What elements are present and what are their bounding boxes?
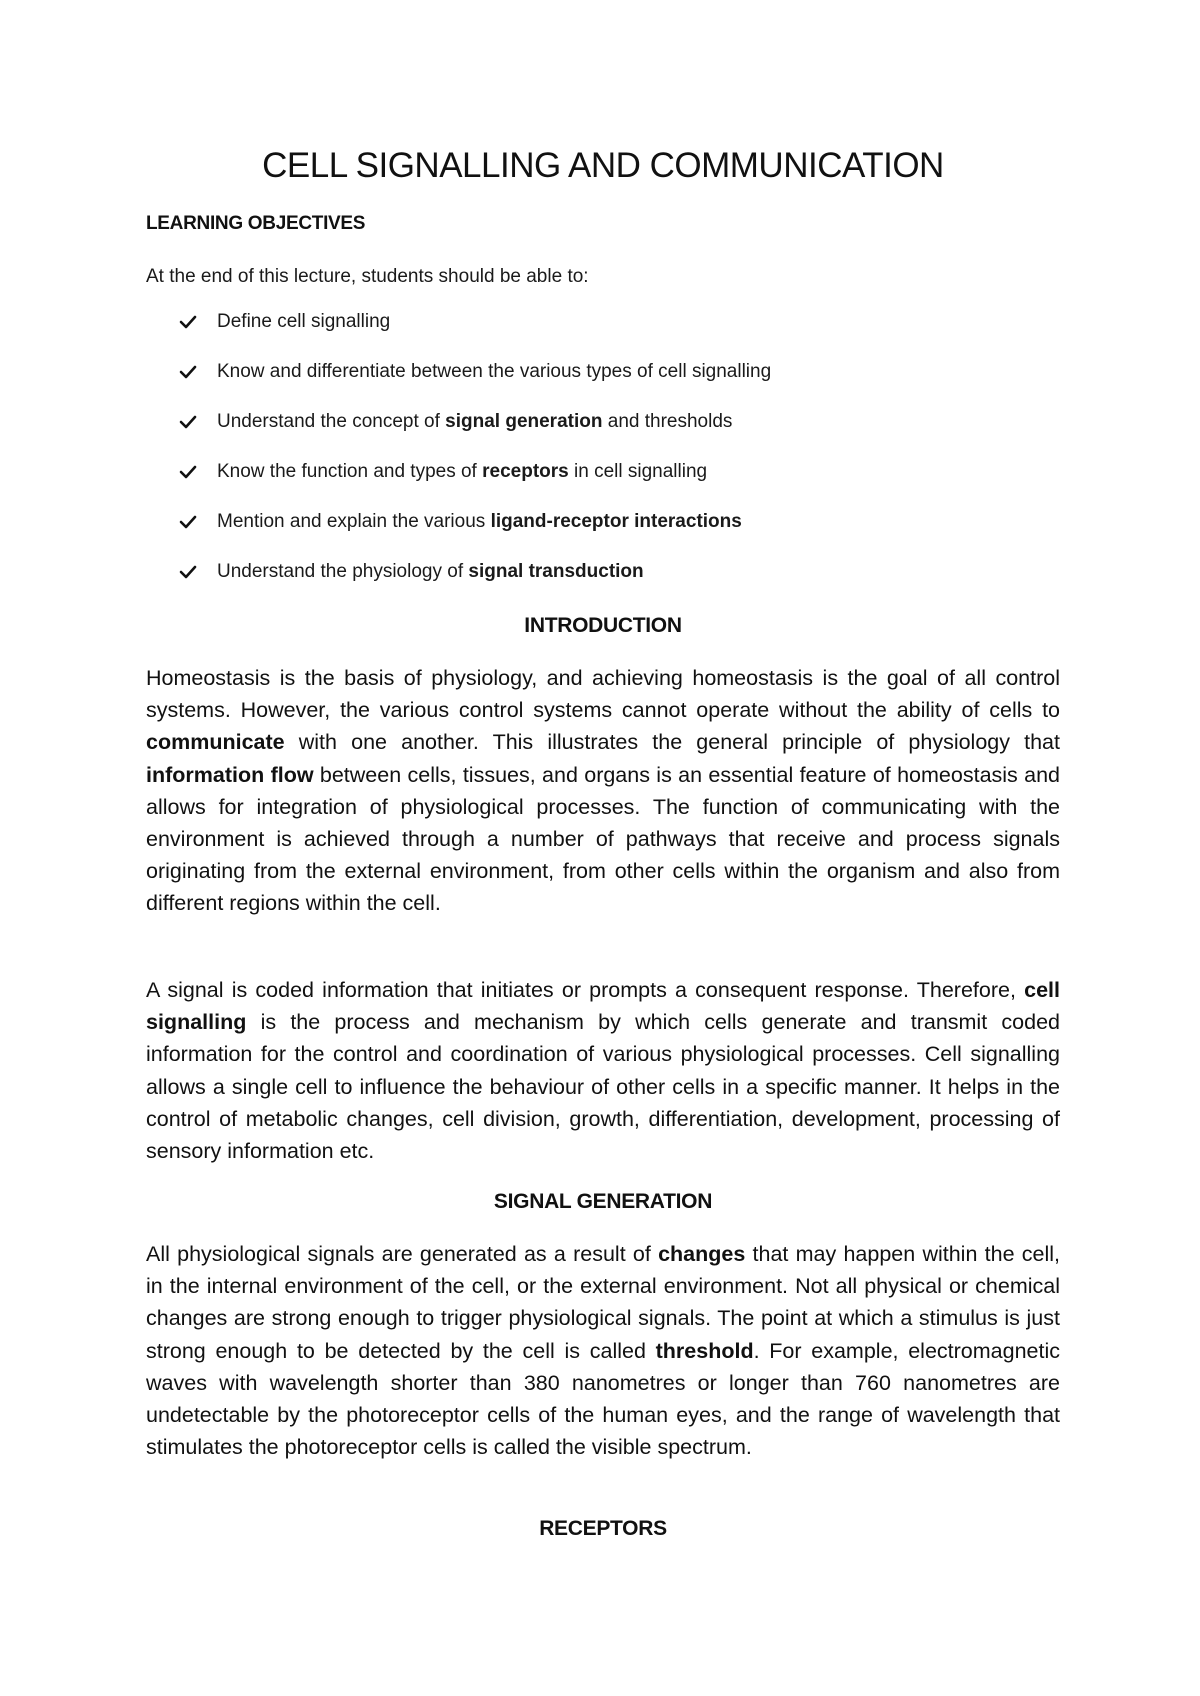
- objective-item: [178, 460, 771, 510]
- objective-item: [178, 360, 771, 410]
- checkmark-icon: [178, 512, 198, 532]
- document-title: CELL SIGNALLING AND COMMUNICATION: [262, 146, 944, 185]
- objective-item: [178, 560, 771, 610]
- checkmark-icon: [178, 562, 198, 582]
- objective-text: Understand the concept of signal generation and thresholds: [217, 411, 733, 432]
- learning-objectives-heading: LEARNING OBJECTIVES: [146, 213, 366, 234]
- signal-generation-paragraph: All physiological signals are generated as a result of changes that may happen within the cell, in the internal environment of the cell, or the external environment. Not all physical or chemical changes are strong enough to trigger physiological signals. The point at which a stimulus is just strong enough to be detected by the cell is called threshold. For example, electromagnetic waves with wavelength shorter than 380 nanometres or longer than 760 nanometres are undetectable by the photoreceptor cells of the human eyes, and the range of wavelength that stimulates the photoreceptor cells is called the visible spectrum.: [146, 1242, 1061, 1460]
- checkmark-icon: [178, 312, 198, 332]
- checkmark-icon: [178, 412, 198, 432]
- objective-text: Know the function and types of receptors in cell signalling: [217, 461, 708, 482]
- objective-item: [178, 310, 771, 360]
- checkmark-icon: [178, 362, 198, 382]
- objective-text: Mention and explain the various ligand-receptor interactions: [217, 511, 742, 532]
- objective-item: [178, 410, 771, 460]
- objective-text: Define cell signalling: [217, 311, 391, 332]
- introduction-heading: INTRODUCTION: [524, 614, 682, 637]
- objective-item: [178, 510, 771, 560]
- learning-objectives-intro: At the end of this lecture, students should be able to:: [146, 266, 589, 287]
- learning-objectives-list: [178, 310, 771, 610]
- signal-generation-heading: SIGNAL GENERATION: [493, 1190, 713, 1213]
- objective-text: Understand the physiology of signal transduction: [217, 561, 644, 582]
- checkmark-icon: [178, 462, 198, 482]
- introduction-paragraph-2: A signal is coded information that initiates or prompts a consequent response. Therefore, cell signalling is the process and mechanism by which cells generate and transmit coded information for the control and coordination of various physiological processes. Cell signalling allows a single cell to influence the behaviour of other cells in a specific manner. It helps in the control of metabolic changes, cell division, growth, differentiation, development, processing of sensory information etc.: [146, 978, 1060, 1164]
- introduction-paragraph-1: Homeostasis is the basis of physiology, and achieving homeostasis is the goal of all control systems. However, the various control systems cannot operate without the ability of cells to communicate with one another. This illustrates the general principle of physiology that information flow between cells, tissues, and organs is an essential feature of homeostasis and allows for integration of physiological processes. The function of communicating with the environment is achieved through a number of pathways that receive and process signals originating from the external environment, from other cells within the organism and also from different regions within the cell.: [146, 666, 1060, 916]
- objective-text: Know and differentiate between the various types of cell signalling: [217, 361, 772, 382]
- receptors-heading: RECEPTORS: [539, 1517, 667, 1540]
